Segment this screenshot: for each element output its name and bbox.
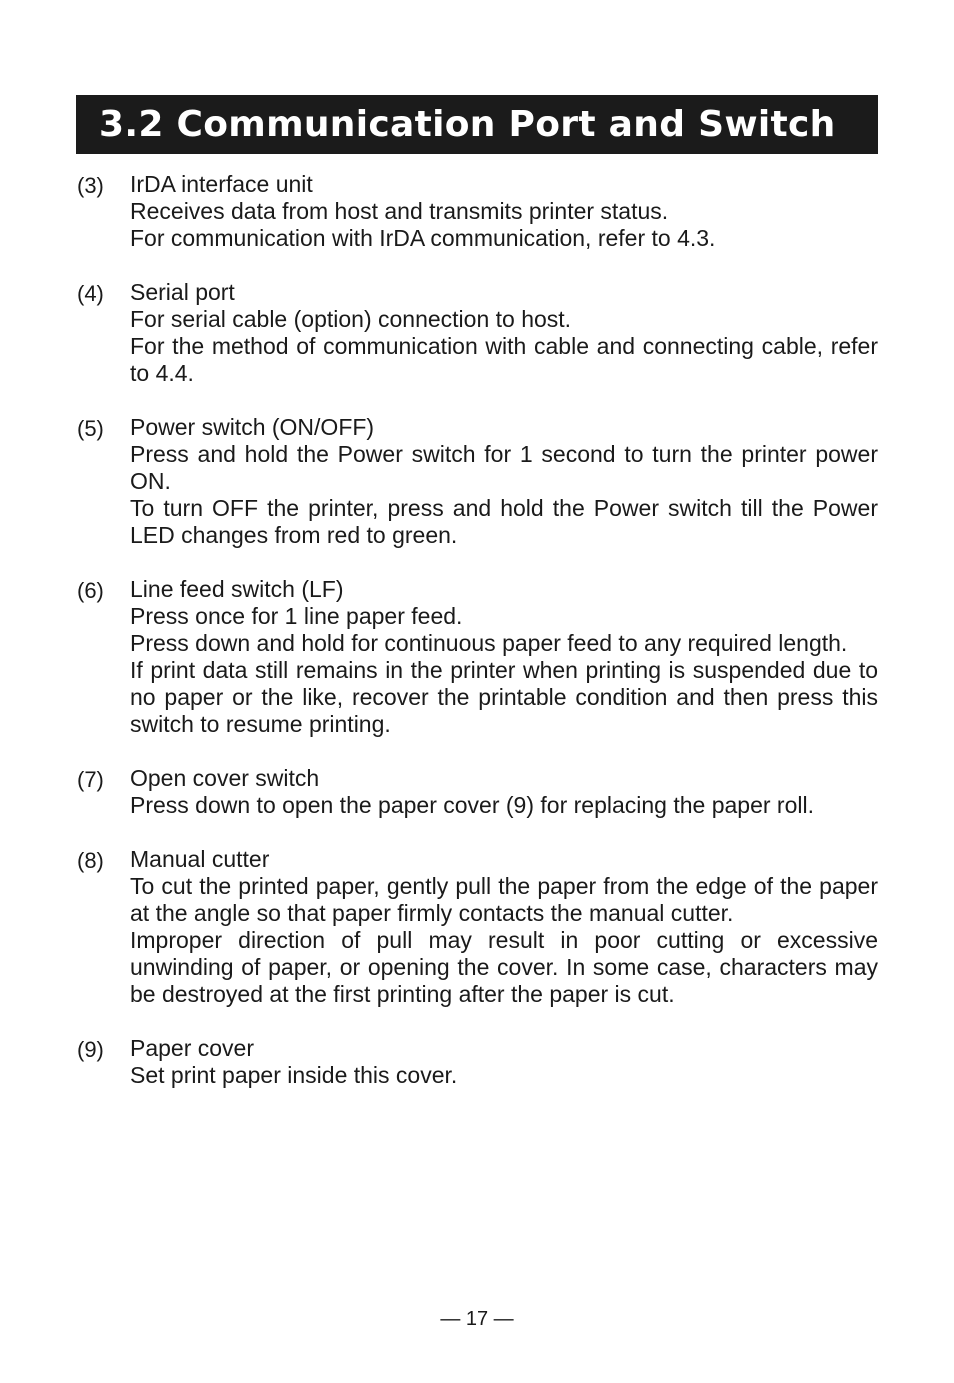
item-number: (5)	[77, 416, 104, 441]
item-paragraph: For the method of communication with cable and connecting cable, refer to 4.4.	[130, 333, 878, 386]
item-paragraph: For communication with IrDA communication, refer to 4.3.	[130, 225, 716, 251]
item-number: (4)	[77, 281, 104, 306]
item-number: (9)	[77, 1037, 104, 1062]
item-body	[130, 576, 878, 738]
item-paragraph: Press once for 1 line paper feed.	[130, 603, 463, 629]
item-body	[130, 279, 878, 387]
list-item-power-switch	[77, 414, 878, 549]
item-body	[130, 765, 878, 819]
section-title-bar	[76, 95, 878, 154]
item-number: (6)	[77, 578, 104, 603]
page-number: — 17 —	[440, 1308, 514, 1330]
item-heading: IrDA interface unit	[130, 171, 313, 197]
item-heading: Manual cutter	[130, 846, 270, 872]
item-heading: Power switch (ON/OFF)	[130, 414, 375, 440]
item-body	[130, 846, 878, 1008]
item-number: (7)	[77, 767, 104, 792]
item-body	[130, 171, 878, 252]
item-paragraph: If print data still remains in the printer when printing is suspended due to no paper or the like, recover the printable condition and then press this switch to resume printing.	[130, 657, 878, 737]
item-paragraph: For serial cable (option) connection to host.	[130, 306, 572, 332]
section-title: 3.2 Communication Port and Switch	[99, 104, 836, 145]
item-paragraph: Improper direction of pull may result in poor cutting or excessive unwinding of paper, or opening the cover. In some case, characters may be destroyed at the first printing after the paper is cut.	[130, 927, 878, 1007]
item-heading: Open cover switch	[130, 765, 320, 791]
list-item-irda	[77, 171, 878, 252]
list-item-line-feed-switch	[77, 576, 878, 738]
item-paragraph: Press down to open the paper cover (9) for replacing the paper roll.	[130, 792, 814, 818]
list-item-open-cover-switch	[77, 765, 878, 819]
item-list	[77, 171, 878, 1116]
item-number: (8)	[77, 848, 104, 873]
item-heading: Serial port	[130, 279, 235, 305]
item-number: (3)	[77, 173, 104, 198]
item-paragraph: To cut the printed paper, gently pull the paper from the edge of the paper at the angle so that paper firmly contacts the manual cutter.	[130, 873, 878, 926]
item-paragraph: Press and hold the Power switch for 1 second to turn the printer power ON.	[130, 441, 878, 494]
item-body	[130, 414, 878, 549]
item-paragraph: Receives data from host and transmits printer status.	[130, 198, 669, 224]
list-item-manual-cutter	[77, 846, 878, 1008]
item-heading: Paper cover	[130, 1035, 255, 1061]
item-body	[130, 1035, 878, 1089]
item-paragraph: Press down and hold for continuous paper feed to any required length.	[130, 630, 848, 656]
item-paragraph: To turn OFF the printer, press and hold the Power switch till the Power LED changes from red to green.	[130, 495, 878, 548]
list-item-paper-cover	[77, 1035, 878, 1089]
list-item-serial-port	[77, 279, 878, 387]
item-heading: Line feed switch (LF)	[130, 576, 344, 602]
item-paragraph: Set print paper inside this cover.	[130, 1062, 458, 1088]
